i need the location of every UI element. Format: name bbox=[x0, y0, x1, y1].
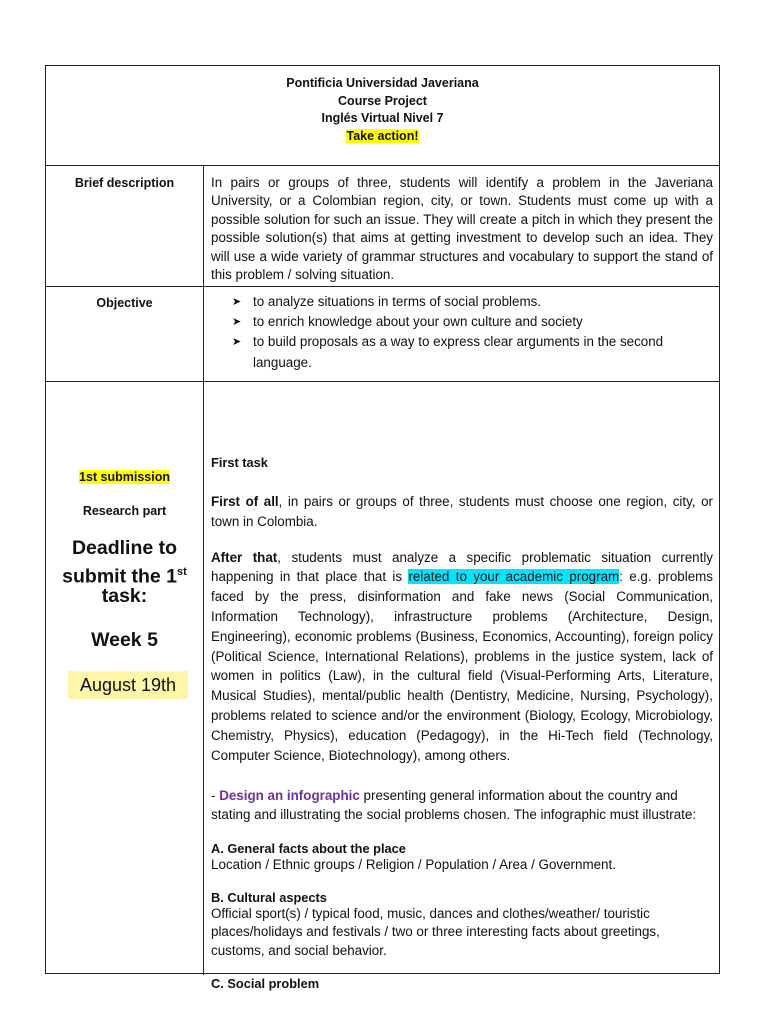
brief-label-cell bbox=[46, 166, 204, 286]
brief-description-row bbox=[46, 166, 719, 287]
objective-item: ➤ to analyze situations in terms of social problems. bbox=[211, 292, 713, 312]
brief-text: In pairs or groups of three, students will identify a problem in the Javeriana University, or a Colombian region, city, or town. Students must come up with a possible solution for such an issue. They will create a pitch in which they present the possible solution(s) that aims at getting investment to develop such an idea. They will use a wide variety of grammar structures and vocabulary to support the stand of this problem / solving situation. bbox=[211, 175, 713, 283]
brief-text-cell bbox=[204, 166, 719, 286]
objective-label-cell bbox=[46, 287, 204, 381]
deadline-date: August 19th bbox=[68, 671, 188, 699]
task-paragraph-3: - Design an infographic presenting general information about the country and stating and illustrating the social problems chosen. The infographic must illustrate: bbox=[211, 788, 697, 822]
objective-list bbox=[211, 287, 713, 373]
research-part-label: Research part bbox=[82, 504, 167, 518]
header-row bbox=[46, 66, 719, 166]
task-paragraph-2: After that, students must analyze a specific problematic situation currently happening in that place that is related to your academic program: e.g. problems faced by the press, disinformation and fake news (Social Communication, Information Technology), infrastructure problems (Architecture, Design, Engineering), economic problems (Business, Economics, Accounting), foreign policy (Political Science, International Relations), problems in the justice system, lack of women in politics (Law), in the cultural field (Visual-Performing Arts, Literature, Musical Studies), mental/public health (Dentistry, Medicine, Nursing, Psychology), problems related to science and/or the environment (Biology, Ecology, Microbiology, Chemistry, Physics), education (Pedagogy), in the Hi-Tech field (Technology, Computer Science, Biotechnology), among others. bbox=[211, 549, 714, 763]
section-b-text: Official sport(s) / typical food, music, dances and clothes/weather/ touristic places/holidays and festivals / two or three interesting facts about greetings, customs, and social behavior. bbox=[211, 905, 660, 958]
task-cell bbox=[204, 382, 719, 992]
task-paragraph-1: First of all, in pairs or groups of three, students must choose one region, city, or town in Colombia. bbox=[211, 494, 713, 529]
infographic-highlight: Design an infographic bbox=[219, 788, 360, 804]
submission-label: 1st submission bbox=[79, 470, 170, 484]
section-a-text: Location / Ethnic groups / Religion / Population / Area / Government. bbox=[211, 857, 616, 873]
section-c-title: C. Social problem bbox=[211, 976, 320, 992]
deadline-line-1: Deadline to bbox=[71, 537, 178, 559]
submission-cell bbox=[46, 382, 204, 975]
deadline-line-2: submit the 1st bbox=[62, 565, 187, 588]
arrow-bullet-icon: ➤ bbox=[232, 296, 242, 308]
deadline-week: Week 5 bbox=[91, 629, 158, 651]
header-lines bbox=[46, 66, 719, 145]
university-name: Pontificia Universidad Javeriana bbox=[286, 76, 479, 90]
brief-label: Brief description bbox=[74, 176, 175, 190]
course-project-table bbox=[45, 65, 720, 992]
objective-label: Objective bbox=[96, 296, 153, 310]
academic-program-highlight: related to your academic program bbox=[408, 569, 620, 585]
section-a-title: A. General facts about the place bbox=[211, 841, 406, 857]
objective-row bbox=[46, 287, 719, 382]
slogan: Take action! bbox=[346, 128, 419, 143]
project-title: Course Project bbox=[338, 93, 427, 108]
task-title: First task bbox=[211, 455, 268, 470]
arrow-bullet-icon: ➤ bbox=[232, 336, 242, 349]
task-body bbox=[211, 492, 713, 991]
objective-item: ➤ to build proposals as a way to express clear arguments in the second language. bbox=[232, 334, 664, 370]
first-task-row bbox=[46, 382, 719, 992]
objective-list-cell bbox=[204, 287, 719, 381]
section-b-title: B. Cultural aspects bbox=[211, 889, 327, 905]
objective-item: ➤ to enrich knowledge about your own culture and society bbox=[211, 312, 713, 332]
deadline-line-3: task: bbox=[101, 585, 148, 607]
course-name: Inglés Virtual Nivel 7 bbox=[321, 111, 444, 125]
arrow-bullet-icon: ➤ bbox=[232, 316, 242, 329]
